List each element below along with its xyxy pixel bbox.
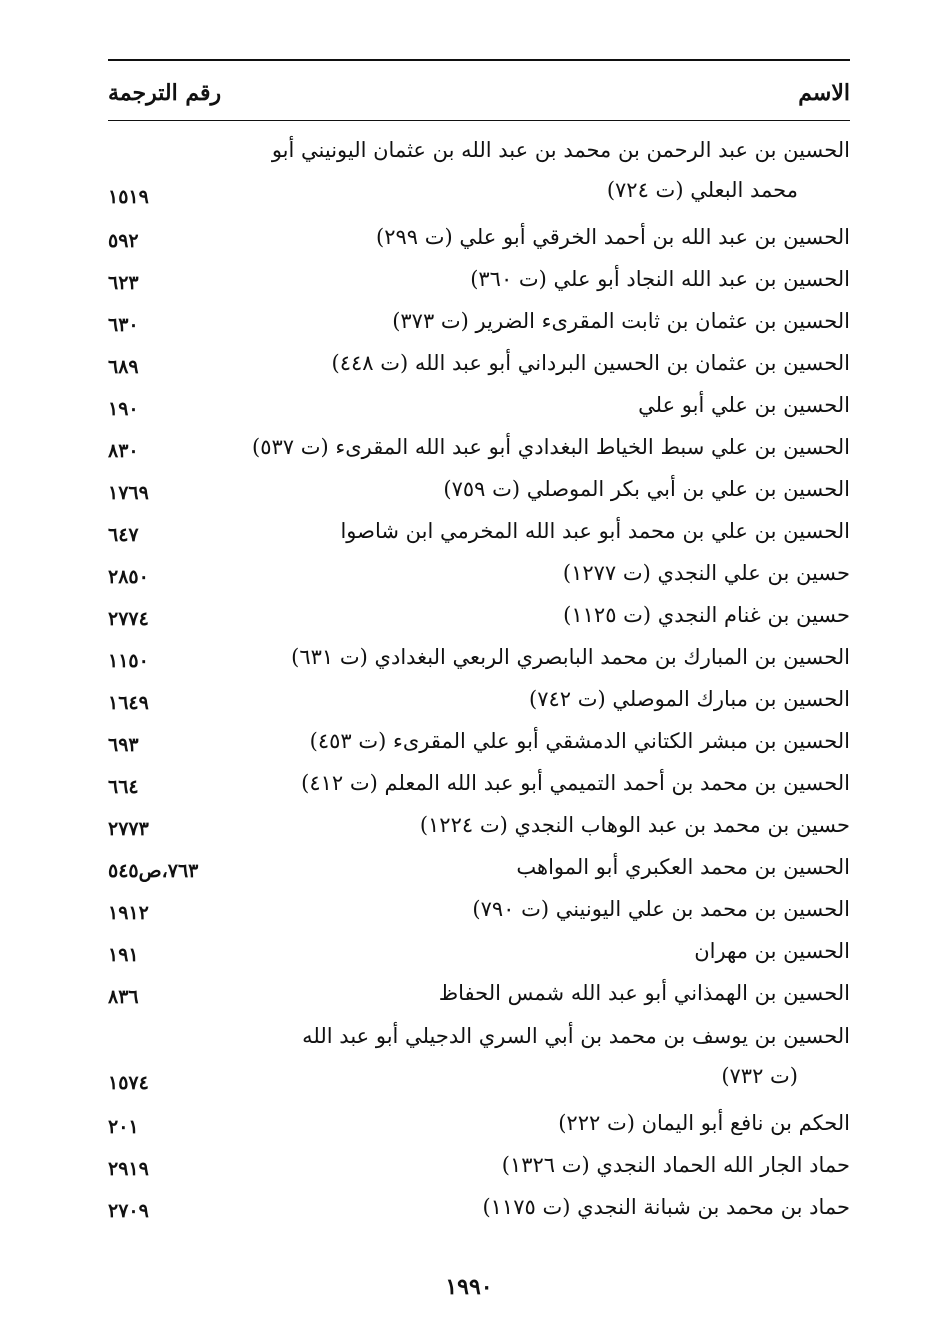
index-entry xyxy=(108,552,850,594)
entry-number: ٨٣٠ xyxy=(108,440,139,462)
index-entry xyxy=(108,846,850,888)
entry-name: حسين بن محمد بن عبد الوهاب النجدي (ت ١٢٢٤) xyxy=(419,813,850,837)
entry-number: ٢٧٠٩ xyxy=(108,1200,149,1222)
entry-number: ٨٣٦ xyxy=(108,986,139,1008)
entry-number: ٢٧٧٤ xyxy=(108,608,149,630)
entry-name: الحسين بن الهمذاني أبو عبد الله شمس الحفاظ xyxy=(438,981,850,1005)
page-number: ١٩٩٠ xyxy=(445,1274,493,1300)
entry-name: الحسين بن علي سبط الخياط البغدادي أبو عبد الله المقرىء (ت ٥٣٧) xyxy=(251,435,850,459)
entry-number: ٦٤٧ xyxy=(108,524,139,546)
entry-name: الحسين بن مبشر الكتاني الدمشقي أبو علي المقرىء (ت ٤٥٣) xyxy=(309,729,850,753)
index-entries xyxy=(108,128,850,1228)
index-entry xyxy=(108,468,850,510)
entry-number: ١٩١ xyxy=(108,944,139,966)
entry-number: ٦٩٣ xyxy=(108,734,139,756)
index-entry xyxy=(108,888,850,930)
index-entry xyxy=(108,510,850,552)
entry-name: الحسين بن محمد بن علي اليونيني (ت ٧٩٠) xyxy=(472,897,850,921)
index-entry xyxy=(108,1186,850,1228)
column-header-number: رقم الترجمة xyxy=(108,80,222,106)
index-entry xyxy=(108,594,850,636)
entry-number: ٢٠١ xyxy=(108,1116,139,1138)
index-entry xyxy=(108,426,850,468)
index-entry xyxy=(108,1102,850,1144)
entry-name: الحسين بن محمد العكبري أبو المواهب xyxy=(516,855,850,879)
entry-number: ١٦٤٩ xyxy=(108,692,149,714)
entry-number: ١٩٠ xyxy=(108,398,139,420)
entry-name xyxy=(218,128,850,210)
index-entry xyxy=(108,216,850,258)
entry-number: ٦٦٤ xyxy=(108,776,139,798)
index-entry xyxy=(108,342,850,384)
index-entry xyxy=(108,384,850,426)
index-entry xyxy=(108,678,850,720)
header-rule xyxy=(108,120,850,121)
index-entry xyxy=(108,636,850,678)
entry-name: الحسين بن عبد الله النجاد أبو علي (ت ٣٦٠) xyxy=(470,267,850,291)
entry-number: ١٩١٢ xyxy=(108,902,149,924)
index-entry xyxy=(108,930,850,972)
entry-number: ٥٩٢ xyxy=(108,230,139,252)
entry-number: ١٧٦٩ xyxy=(108,482,149,504)
column-header-name: الاسم xyxy=(798,80,850,106)
entry-name: الحسين بن علي بن محمد أبو عبد الله المخرمي ابن شاصوا xyxy=(340,519,850,543)
entry-name: الحسين بن مهران xyxy=(694,939,850,963)
entry-number: ٢٧٧٣ xyxy=(108,818,149,840)
entry-name-continuation: محمد البعلي (ت ٧٢٤) xyxy=(606,178,798,202)
entry-name: الحسين بن عثمان بن ثابت المقرىء الضرير (ت ٣٧٣) xyxy=(392,309,850,333)
entry-name: الحسين بن المبارك بن محمد البابصري الربعي البغدادي (ت ٦٣١) xyxy=(291,645,850,669)
entry-name: حماد بن محمد بن شبانة النجدي (ت ١١٧٥) xyxy=(482,1195,850,1219)
entry-number: ٧٦٣،ص٥٤٥ xyxy=(108,860,199,882)
index-entry xyxy=(108,804,850,846)
entry-name xyxy=(218,1014,850,1096)
entry-name: حسين بن علي النجدي (ت ١٢٧٧) xyxy=(562,561,850,585)
entry-name: الحسين بن عثمان بن الحسين البرداني أبو عبد الله (ت ٤٤٨) xyxy=(331,351,850,375)
entry-name: حسين بن غنام النجدي (ت ١١٢٥) xyxy=(563,603,850,627)
entry-name: الحسين بن عبد الله بن أحمد الخرقي أبو علي (ت ٢٩٩) xyxy=(375,225,850,249)
index-entry xyxy=(108,972,850,1014)
entry-name: حماد الجار الله الحماد النجدي (ت ١٣٢٦) xyxy=(501,1153,850,1177)
index-entry xyxy=(108,300,850,342)
entry-name-line: الحسين بن عبد الرحمن بن محمد بن عبد الله بن عثمان اليونيني أبو xyxy=(271,138,850,162)
entry-number: ٢٩١٩ xyxy=(108,1158,149,1180)
entry-name: الحكم بن نافع أبو اليمان (ت ٢٢٢) xyxy=(558,1111,850,1135)
index-entry xyxy=(108,720,850,762)
entry-name: الحسين بن علي بن أبي بكر الموصلي (ت ٧٥٩) xyxy=(443,477,850,501)
entry-number: ١١٥٠ xyxy=(108,650,149,672)
index-entry xyxy=(108,762,850,804)
entry-name: الحسين بن علي أبو علي xyxy=(638,393,850,417)
entry-number: ٦٢٣ xyxy=(108,272,139,294)
index-entry xyxy=(108,128,850,214)
entry-name: الحسين بن مبارك الموصلي (ت ٧٤٢) xyxy=(528,687,850,711)
top-rule xyxy=(108,59,850,61)
entry-number: ١٥١٩ xyxy=(108,186,149,208)
entry-number: ٢٨٥٠ xyxy=(108,566,149,588)
index-entry xyxy=(108,1014,850,1100)
index-entry xyxy=(108,258,850,300)
entry-name-continuation: (ت ٧٣٢) xyxy=(721,1064,798,1088)
entry-number: ١٥٧٤ xyxy=(108,1072,149,1094)
entry-number: ٦٨٩ xyxy=(108,356,139,378)
index-entry xyxy=(108,1144,850,1186)
entry-name-line: الحسين بن يوسف بن محمد بن أبي السري الدجيلي أبو عبد الله xyxy=(302,1024,850,1048)
entry-name: الحسين بن محمد بن أحمد التميمي أبو عبد الله المعلم (ت ٤١٢) xyxy=(301,771,850,795)
entry-number: ٦٣٠ xyxy=(108,314,139,336)
